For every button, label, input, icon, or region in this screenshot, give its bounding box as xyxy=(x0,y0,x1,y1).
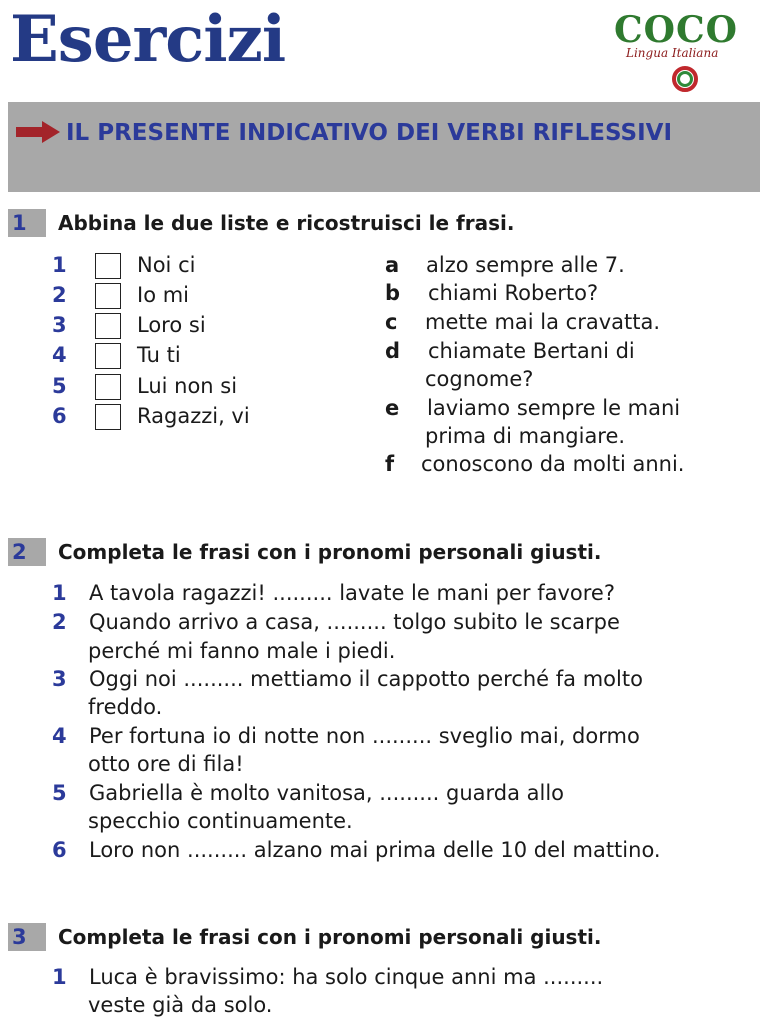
exercise-sentence-continued: perché mi fanno male i piedi. xyxy=(88,639,396,663)
exercise-number: 4 xyxy=(52,724,67,748)
exercise-number: 3 xyxy=(52,667,67,691)
list-item-number: 6 xyxy=(52,404,67,428)
exercise-sentence: Gabriella è molto vanitosa, ......... guarda allo xyxy=(89,781,565,805)
list-item-text: Ragazzi, vi xyxy=(137,404,250,428)
italian-flag-icon xyxy=(672,66,698,92)
section-title: Abbina le due liste e ricostruisci le frasi. xyxy=(58,211,515,235)
section-number: 3 xyxy=(8,923,46,951)
section-number: 1 xyxy=(8,209,46,237)
exercise-sentence: Loro non ......... alzano mai prima delle 10 del mattino. xyxy=(89,838,661,862)
option-text: conoscono da molti anni. xyxy=(421,452,685,476)
list-item-text: Loro si xyxy=(137,313,206,337)
exercise-number: 2 xyxy=(52,610,67,634)
section-title: Completa le frasi con i pronomi personali giusti. xyxy=(58,540,602,564)
option-text: mette mai la cravatta. xyxy=(425,310,661,334)
exercise-sentence: Per fortuna io di notte non ......... sveglio mai, dormo xyxy=(89,724,640,748)
answer-checkbox[interactable] xyxy=(95,313,121,339)
option-text: laviamo sempre le mani xyxy=(427,396,681,420)
option-letter: f xyxy=(385,452,395,476)
exercise-sentence: Quando arrivo a casa, ......... tolgo subito le scarpe xyxy=(89,610,620,634)
exercise-sentence: Luca è bravissimo: ha solo cinque anni ma ......... xyxy=(89,965,604,989)
exercise-sentence-continued: otto ore di fila! xyxy=(88,752,244,776)
list-item-number: 2 xyxy=(52,283,67,307)
coco-logo xyxy=(612,9,762,92)
answer-checkbox[interactable] xyxy=(95,283,121,309)
exercise-sentence-continued: specchio continuamente. xyxy=(88,809,353,833)
exercise-number: 5 xyxy=(52,781,67,805)
page-title: Esercizi xyxy=(10,2,286,77)
list-item-text: Io mi xyxy=(137,283,190,307)
exercise-sentence: A tavola ragazzi! ......... lavate le mani per favore? xyxy=(89,581,615,605)
logo-wordmark: COCO xyxy=(614,9,739,51)
option-letter: d xyxy=(385,339,401,363)
exercise-number: 6 xyxy=(52,838,67,862)
option-letter: b xyxy=(385,281,401,305)
option-text: chiami Roberto? xyxy=(428,281,599,305)
answer-checkbox[interactable] xyxy=(95,343,121,369)
list-item-number: 1 xyxy=(52,253,67,277)
option-text: alzo sempre alle 7. xyxy=(426,253,625,277)
topic-banner xyxy=(8,102,760,192)
exercise-sentence-continued: freddo. xyxy=(88,695,163,719)
section-number: 2 xyxy=(8,538,46,566)
list-item-text: Lui non si xyxy=(137,374,238,398)
banner-text: IL PRESENTE INDICATIVO DEI VERBI RIFLESSIVI xyxy=(16,116,746,151)
exercise-sentence: Oggi noi ......... mettiamo il cappotto perché fa molto xyxy=(89,667,643,691)
answer-checkbox[interactable] xyxy=(95,404,121,430)
section-3-header xyxy=(8,923,760,951)
logo-subtitle: Lingua Italiana xyxy=(626,46,719,60)
option-text-continued: prima di mangiare. xyxy=(425,424,626,448)
answer-checkbox[interactable] xyxy=(95,253,121,279)
arrow-right-icon xyxy=(16,121,60,143)
list-item-number: 5 xyxy=(52,374,67,398)
answer-checkbox[interactable] xyxy=(95,374,121,400)
section-1-header xyxy=(8,209,760,237)
option-letter: c xyxy=(385,310,398,334)
exercise-sentence-continued: veste già da solo. xyxy=(88,993,273,1017)
list-item-text: Noi ci xyxy=(137,253,196,277)
list-item-number: 4 xyxy=(52,343,67,367)
list-item-number: 3 xyxy=(52,313,67,337)
section-2-header xyxy=(8,538,760,566)
option-letter: a xyxy=(385,253,400,277)
option-text-continued: cognome? xyxy=(425,367,534,391)
option-letter: e xyxy=(385,396,400,420)
exercise-number: 1 xyxy=(52,581,67,605)
exercise-number: 1 xyxy=(52,965,67,989)
section-title: Completa le frasi con i pronomi personali giusti. xyxy=(58,925,602,949)
option-text: chiamate Bertani di xyxy=(428,339,635,363)
list-item-text: Tu ti xyxy=(137,343,181,367)
